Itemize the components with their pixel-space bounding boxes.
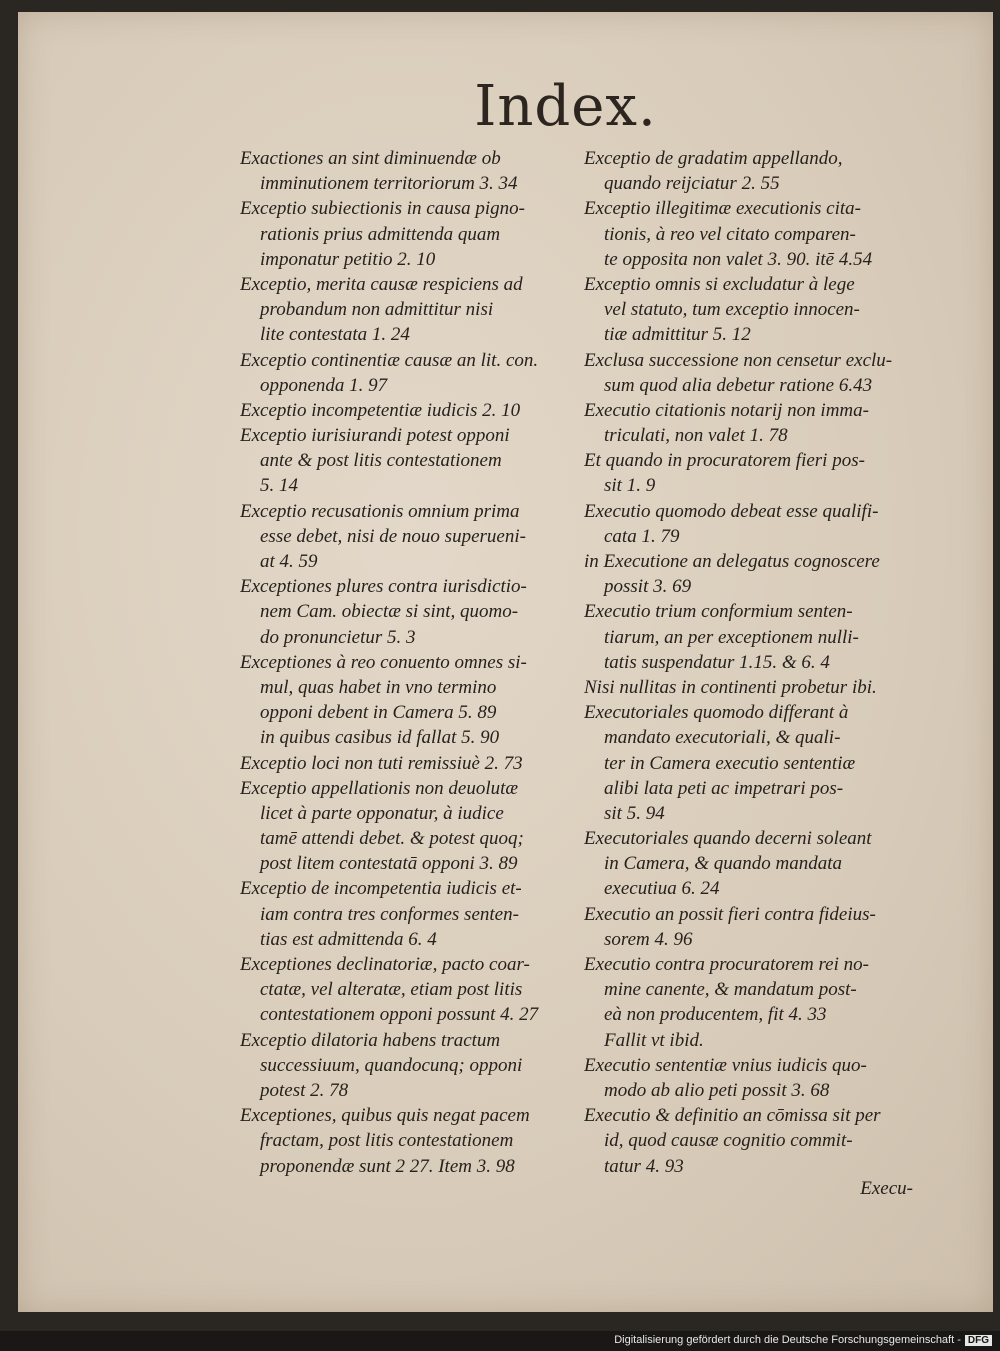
entry-headword-line: Et quando in procuratorem fieri pos- <box>584 450 865 472</box>
entry-headword-line: Exceptio omnis si excludatur à lege <box>584 273 855 295</box>
index-entry <box>584 499 929 549</box>
entry-continuation-line: Fallit vt ibid. <box>604 1029 704 1051</box>
entry-headword-line: Exclusa successione non censetur exclu- <box>584 349 893 371</box>
digitization-footer <box>0 1331 1000 1351</box>
entry-continuation-line: modo ab alio peti possit 3. 68 <box>604 1079 830 1101</box>
entry-continuation-line: tatur 4. 93 <box>604 1155 684 1177</box>
index-entry <box>584 448 929 498</box>
entry-continuation-line: sum quod alia debetur ratione 6.43 <box>604 374 873 396</box>
entry-continuation-line: successiuum, quandocunq; opponi <box>260 1054 523 1076</box>
entry-headword-line: Executio quomodo debeat esse qualifi- <box>584 500 879 522</box>
entry-headword-line: Exceptio dilatoria habens tractum <box>240 1029 501 1051</box>
index-entry <box>240 776 585 877</box>
index-entry <box>584 700 929 826</box>
index-entry <box>240 398 585 423</box>
entry-continuation-line: at 4. 59 <box>260 551 318 572</box>
index-entry <box>240 146 585 196</box>
entry-continuation-line: fractam, post litis contestationem <box>260 1130 514 1152</box>
entry-headword-line: in Executione an delegatus cognoscere <box>584 551 880 572</box>
entry-headword-line: Exceptiones à reo conuento omnes si- <box>240 651 527 673</box>
entry-continuation-line: do pronuncietur 5. 3 <box>260 626 416 648</box>
entry-continuation-line: proponendæ sunt 2 27. Item 3. 98 <box>260 1155 515 1177</box>
entry-headword-line: Executio & definitio an cōmissa sit per <box>584 1105 881 1127</box>
entry-continuation-line: eà non producentem, fit 4. 33 <box>604 1004 827 1026</box>
index-entry <box>240 272 585 348</box>
entry-headword-line: Exceptio recusationis omnium prima <box>240 500 520 522</box>
entry-continuation-line: possit 3. 69 <box>604 576 692 598</box>
entry-headword-line: Exceptio appellationis non deuolutæ <box>240 777 519 799</box>
entry-headword-line: Executoriales quando decerni soleant <box>584 828 872 850</box>
index-entry <box>584 675 929 700</box>
index-entry <box>584 826 929 902</box>
index-entry <box>584 348 929 398</box>
entry-headword-line: Exceptio de gradatim appellando, <box>584 148 843 169</box>
index-entry <box>584 398 929 448</box>
entry-headword-line: Exactiones an sint diminuendæ ob <box>240 148 501 169</box>
index-entry <box>240 650 585 751</box>
entry-continuation-line: esse debet, nisi de nouo superueni- <box>260 525 526 547</box>
entry-continuation-line: 5. 14 <box>260 475 298 497</box>
entry-continuation-line: quando reijciatur 2. 55 <box>604 173 780 195</box>
index-entry <box>584 1053 929 1103</box>
entry-headword-line: Executio contra procuratorem rei no- <box>584 954 869 975</box>
entry-headword-line: Executoriales quomodo differant à <box>584 702 849 724</box>
entry-continuation-line: tias est admittenda 6. 4 <box>260 928 437 950</box>
entry-continuation-line: mine canente, & mandatum post- <box>604 979 857 1001</box>
entry-continuation-line: nem Cam. obiectæ si sint, quomo- <box>260 601 519 623</box>
entry-continuation-line: te opposita non valet 3. 90. itē 4.54 <box>604 248 873 270</box>
entry-continuation-line: in quibus casibus id fallat 5. 90 <box>260 727 500 749</box>
entry-continuation-line: imminutionem territoriorum 3. 34 <box>260 173 518 195</box>
entry-continuation-line: triculati, non valet 1. 78 <box>604 425 788 447</box>
entry-continuation-line: mandato executoriali, & quali- <box>604 727 841 749</box>
catchword: Execu- <box>860 1178 913 1199</box>
entry-headword-line: Exceptio de incompetentia iudicis et- <box>240 878 522 900</box>
index-entry <box>584 952 929 1053</box>
entry-continuation-line: iam contra tres conformes senten- <box>260 903 519 925</box>
entry-continuation-line: probandum non admittitur nisi <box>260 299 494 321</box>
entry-headword-line: Nisi nullitas in continenti probetur ibi. <box>584 676 877 698</box>
page-title: Index. <box>474 74 657 139</box>
entry-continuation-line: ter in Camera executio sententiæ <box>604 752 856 774</box>
entry-continuation-line: executiua 6. 24 <box>604 878 720 900</box>
entry-headword-line: Exceptiones declinatoriæ, pacto coar- <box>240 954 530 975</box>
index-entry <box>240 348 585 398</box>
entry-continuation-line: rationis prius admittenda quam <box>260 223 501 245</box>
entry-headword-line: Executio trium conformium senten- <box>584 601 853 623</box>
entry-continuation-line: mul, quas habet in vno termino <box>260 676 497 698</box>
index-entry <box>240 196 585 272</box>
entry-continuation-line: opponi debent in Camera 5. 89 <box>260 702 497 724</box>
entry-continuation-line: tiæ admittitur 5. 12 <box>604 324 751 346</box>
index-entry <box>240 574 585 650</box>
index-entry <box>240 876 585 952</box>
book-page <box>18 12 993 1312</box>
entry-continuation-line: contestationem opponi possunt 4. 27 <box>260 1004 539 1026</box>
entry-continuation-line: sorem 4. 96 <box>604 928 693 950</box>
index-entry <box>240 1103 585 1179</box>
entry-continuation-line: in Camera, & quando mandata <box>604 853 843 875</box>
entry-headword-line: Exceptiones plures contra iurisdictio- <box>240 576 527 598</box>
entry-continuation-line: ante & post litis contestationem <box>260 450 502 472</box>
entry-continuation-line: lite contestata 1. 24 <box>260 324 410 346</box>
entry-headword-line: Executio citationis notarij non imma- <box>584 399 869 421</box>
entry-continuation-line: ctatæ, vel alteratæ, etiam post litis <box>260 979 523 1001</box>
entry-headword-line: Exceptio subiectionis in causa pigno- <box>240 198 525 220</box>
entry-headword-line: Exceptio incompetentiæ iudicis 2. 10 <box>240 399 521 421</box>
entry-continuation-line: tatis suspendatur 1.15. & 6. 4 <box>604 651 830 673</box>
entry-headword-line: Exceptio illegitimæ executionis cita- <box>584 198 861 220</box>
entry-headword-line: Exceptio loci non tuti remissiuè 2. 73 <box>240 752 523 774</box>
entry-continuation-line: sit 5. 94 <box>604 802 665 824</box>
entry-continuation-line: imponatur petitio 2. 10 <box>260 248 436 270</box>
index-entry <box>584 196 929 272</box>
index-entry <box>584 549 929 599</box>
entry-continuation-line: post litem contestatā opponi 3. 89 <box>260 853 518 875</box>
index-entry <box>240 1028 585 1104</box>
index-column-left <box>240 146 585 1179</box>
dfg-logo: DFG <box>965 1335 992 1346</box>
index-column-right <box>584 146 929 1179</box>
index-entry <box>584 902 929 952</box>
footer-credit <box>614 1334 992 1346</box>
index-entry <box>240 499 585 575</box>
index-entry <box>584 146 929 196</box>
index-entry <box>240 423 585 499</box>
entry-continuation-line: potest 2. 78 <box>260 1079 349 1101</box>
index-entry <box>240 751 585 776</box>
entry-headword-line: Exceptiones, quibus quis negat pacem <box>240 1105 530 1127</box>
entry-continuation-line: tionis, à reo vel citato comparen- <box>604 223 856 245</box>
entry-continuation-line: sit 1. 9 <box>604 475 656 497</box>
index-entry <box>584 1103 929 1179</box>
entry-headword-line: Executio sententiæ vnius iudicis quo- <box>584 1054 867 1076</box>
footer-credit-text: Digitalisierung gefördert durch die Deutsche Forschungsgemeinschaft - <box>614 1334 961 1346</box>
entry-continuation-line: tiarum, an per exceptionem nulli- <box>604 626 859 648</box>
entry-continuation-line: tamē attendi debet. & potest quoq; <box>260 828 524 850</box>
index-entry <box>584 272 929 348</box>
index-entry <box>240 952 585 1028</box>
entry-headword-line: Exceptio continentiæ causæ an lit. con. <box>240 349 539 371</box>
entry-headword-line: Executio an possit fieri contra fideius- <box>584 903 876 925</box>
entry-continuation-line: licet à parte opponatur, à iudice <box>260 802 504 824</box>
index-entry <box>584 599 929 675</box>
entry-continuation-line: alibi lata peti ac impetrari pos- <box>604 777 844 799</box>
entry-headword-line: Exceptio iurisiurandi potest opponi <box>240 425 510 447</box>
entry-headword-line: Exceptio, merita causæ respiciens ad <box>240 273 523 295</box>
entry-continuation-line: cata 1. 79 <box>604 525 680 547</box>
entry-continuation-line: opponenda 1. 97 <box>260 374 388 396</box>
entry-continuation-line: id, quod causæ cognitio commit- <box>604 1130 853 1152</box>
entry-continuation-line: vel statuto, tum exceptio innocen- <box>604 299 860 321</box>
